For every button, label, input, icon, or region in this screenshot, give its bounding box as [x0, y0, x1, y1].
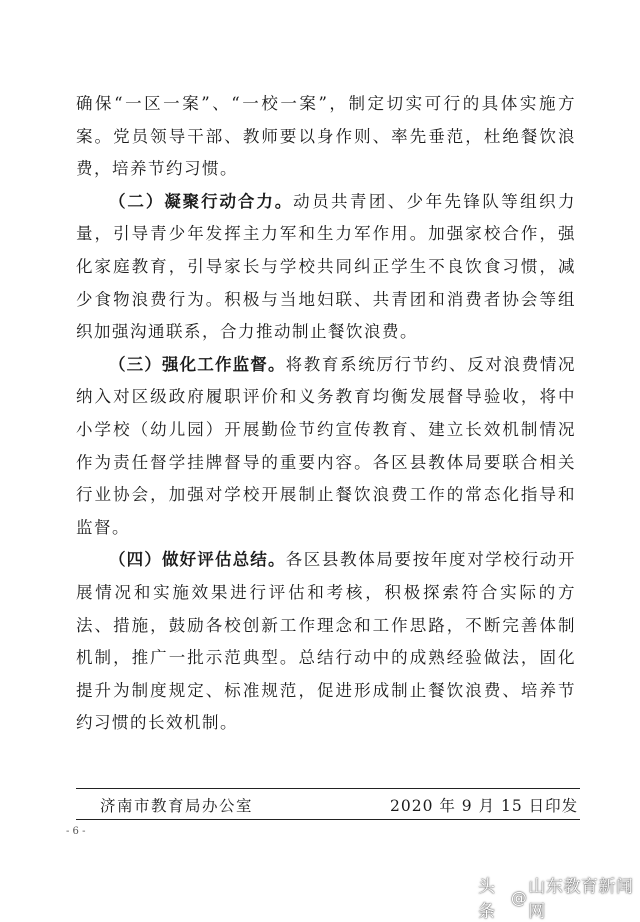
paragraph-text: 确保“一区一案”、“一校一案”，制定切实可行的具体实施方案。党员领导干部、教师要以身作则、率先垂范，杜绝餐饮浪费，培养节约习惯。	[76, 94, 576, 179]
section-heading: （三）强化工作监督。	[109, 354, 286, 374]
paragraph-text: 将教育系统厉行节约、反对浪费情况纳入对区级政府履职评价和义务教育均衡发展督导验收，将中小学校（幼儿园）开展勤俭节约宣传教育、建立长效机制情况作为责任督学挂牌督导的重要内容。各区县教体局要联合相关行业协会，加强对学校开展制止餐饮浪费工作的常态化指导和监督。	[76, 354, 577, 537]
footer-top-rule	[76, 788, 580, 789]
page-number: - 6 -	[66, 826, 86, 837]
paragraph-section-4	[76, 544, 576, 740]
paragraph-text: 动员共青团、少年先锋队等组织力量，引导青少年发挥主力军和生力军作用。加强家校合作，强化家庭教育，引导家长与学校共同纠正学生不良饮食习惯，减少食物浪费行为。积极与当地妇联、共青团和消费者协会等组织加强沟通联系，合力推动制止餐饮浪费。	[76, 191, 577, 342]
footer-bottom-rule	[76, 819, 580, 820]
watermark	[478, 872, 640, 922]
paragraph-text: 各区县教体局要按年度对学校行动开展情况和实施效果进行评估和考核，积极探索符合实际的方法、措施，鼓励各校创新工作理念和工作思路，不断完善体制机制，推广一批示范典型。总结行动中的成熟经验做法，固化提升为制度规定、标准规范，促进形成制止餐饮浪费、培养节约习惯的长效机制。	[76, 550, 577, 733]
section-heading: （四）做好评估总结。	[109, 550, 286, 570]
watermark-account: 山东教育新闻网	[528, 877, 634, 922]
document-body	[76, 88, 576, 740]
at-icon: @	[510, 887, 528, 907]
paragraph-section-3	[76, 349, 576, 545]
paragraph-section-2	[76, 186, 576, 349]
watermark-prefix: 头条	[478, 877, 496, 922]
footer-issuer: 济南市教育局办公室	[100, 797, 254, 815]
paragraph-continuation	[76, 88, 576, 186]
section-heading: （二）凝聚行动合力。	[109, 191, 294, 211]
footer-date: 2020 年 9 月 15 日印发	[390, 797, 579, 815]
